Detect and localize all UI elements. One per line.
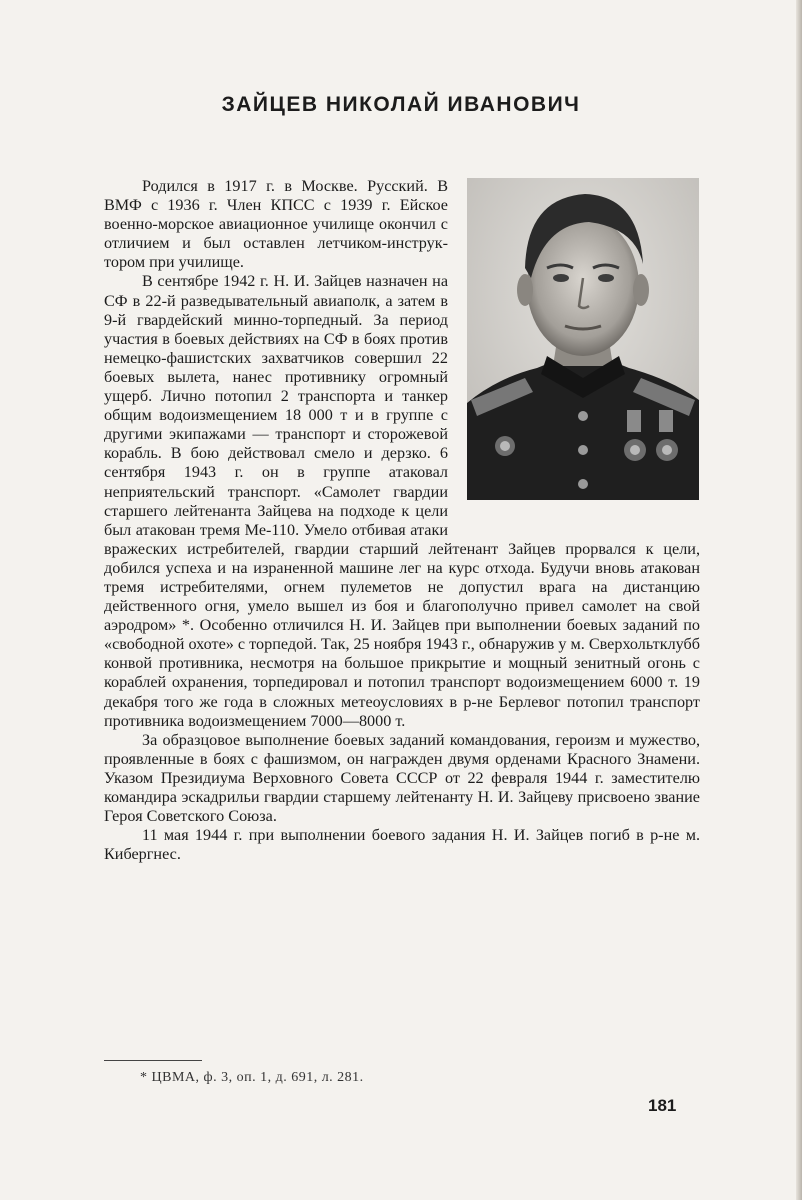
paragraph-birth: Родился в 1917 г. в Москве. Русский. В ВМФ с 1936 г. Член КПСС с 1939 г. Ейское военно-морское авиационное училище окончил с отличием и был оставлен летчиком-инструктором при училище. [104, 177, 448, 272]
page-edge [796, 0, 802, 1200]
page-number: 181 [648, 1096, 677, 1115]
paragraph-service: В сентябре 1942 г. Н. И. Зайцев назначен на СФ в 22-й разведывательный авиаполк, а затем в 9-й гвардейский минно-торпедный. За период участия в боевых действиях на СФ в боях против немецко-фашистских захватчиков совершил 22 боевых вылета, нанес противнику огромный ущерб. Лично потопил 2 транспорта и танкер общим водоизмещением 18 000 т и в группе с другими экипажами — транспорт и сторожевой корабль. В бою действовал смело и дерзко. 6 сентября 1943 г. он в группе атаковал неприятельский транспорт. «Самолет гвардии старшего лейтенанта Зайцева на подходе к цели был атакован тремя Ме-110. Умело отбивая атаки вражеских истребителей, гвардии старший лейтенант Зайцев прорвался к цели, добился успеха и на израненной машине лег на курс отхода. Будучи вновь атакован тремя истребителями, огнем пулеметов не допустил врага на дистанцию действенного огня, умело вышел из боя и благополучно привел самолет на свой аэродром» *. Особенно отличился Н. И. Зайцев при выполнении боевых заданий по «свободной охоте» с торпедой. Так, 25 ноября 1943 г., обнаружив у м. Сверхольтклубб конвой противника, несмотря на большое прикрытие и мощный зенитный огонь с кораблей охранения, торпедировал и потопил транспорт водоизмещением 6000 т. 19 декабря того же года в сложных метеоусловиях в р-не Берлевог потопил транспорт противника водоизмещением 7000—8000 т. [104, 272, 701, 730]
footnote-rule [104, 1060, 202, 1061]
paragraph-death: 11 мая 1944 г. при выполнении боевого задания Н. И. Зайцев погиб в р-не м. Кибергнес. [104, 826, 700, 864]
photo-spacer [448, 177, 700, 522]
paragraph-award: За образцовое выполнение боевых заданий командования, героизм и мужество, проявленные в боях с фашизмом, он награжден двумя орденами Красного Знамени. Указом Президиума Верховного Совета СССР от 22 февраля 1944 г. заместителю командира эскадрильи гвардии старшему лейтенанту Н. И. Зайцеву присвоено звание Героя Советского Союза. [104, 730, 700, 826]
footnote: * ЦВМА, ф. 3, оп. 1, д. 691, л. 281. [140, 1070, 364, 1085]
biography-text [104, 177, 700, 864]
page-title: ЗАЙЦЕВ НИКОЛАЙ ИВАНОВИЧ [221, 93, 581, 116]
